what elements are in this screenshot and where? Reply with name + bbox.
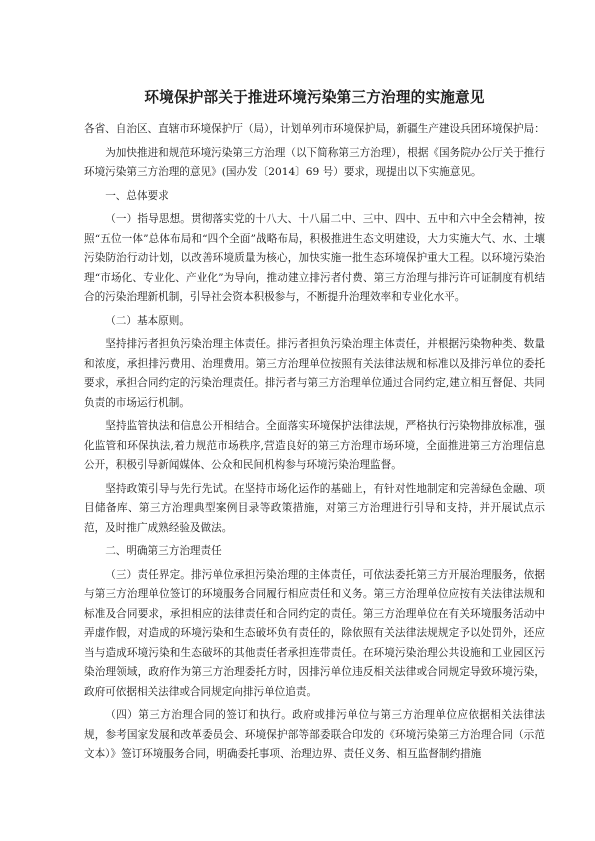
paragraph-polluter-responsibility: 坚持排污者担负污染治理主体责任。排污者担负污染治理主体责任，并根据污染物种类、数量和浓度，承担排污费用、治理费用。第三方治理单位按照有关法律法规和标准以及排污单位的委托要求，承担合同约定的污染治理责任。排污者与第三方治理单位通过合同约定,建立相互督促、共同负责的市场运行机制。 [84,338,545,409]
section-heading-general-requirements: 一、总体要求 [105,189,169,202]
paragraph-supervision-disclosure: 坚持监管执法和信息公开相结合。全面落实环境保护法律法规，严格执行污染物排放标准，强化监管和环保执法,着力规范市场秩序,营造良好的第三方治理市场环境，全面推进第三方治理信息公开，积极引导新闻媒体、公众和民间机构参与环境污染治理监督。 [84,420,545,471]
paragraph-responsibility-definition: （三）责任界定。排污单位承担污染治理的主体责任，可依法委托第三方开展治理服务，依据与第三方治理单位签订的环境服务合同履行相应责任和义务。第三方治理单位应按有关法律法规和标准及合同要求，承担相应的法律责任和合同约定的责任。第三方治理单位在有关环境服务活动中弄虚作假，对造成的环境污染和生态破坏负有责任的，除依照有关法律法规规定予以处罚外，还应当与造成环境污染和生态破坏的其他责任者承担连带责任。在环境污染治理公共设施和工业园区污染治理领域，政府作为第三方治理委托方时，因排污单位违反相关法律或合同规定导致环境污染，政府可依据相关法律或合同规定向排污单位追责。 [84,568,545,698]
paragraph-policy-guidance: 坚持政策引导与先行先试。在坚持市场化运作的基础上，有针对性地制定和完善绿色金融、项目储备库、第三方治理典型案例目录等政策措施，对第三方治理进行引导和支持，并开展试点示范，及时推广成熟经验及做法。 [84,482,545,534]
intro-paragraph: 为加快推进和规范环境污染第三方治理（以下简称第三方治理），根据《国务院办公厅关于推行环境污染第三方治理的意见》(国办发〔2014〕69 号）要求，现提出以下实施意见。 [84,146,545,178]
salutation: 各省、自治区、直辖市环境保护厅（局），计划单列市环境保护局，新疆生产建设兵团环境保护局： [84,123,545,135]
paragraph-guiding-ideology: （一）指导思想。贯彻落实党的十八大、十八届二中、三中、四中、五中和六中全会精神，按照“五位一体”总体布局和“四个全面”战略布局，积极推进生态文明建设，大力实施大气、水、土壤污染防治行动计划，以改善环境质量为核心，加快实施一批生态环境保护重大工程。以环境污染治理“市场化、专业化、产业化”为导向，推动建立排污者付费、第三方治理与排污许可证制度有机结合的污染治理新机制，引导社会资本积极参与，不断提升治理效率和专业化水平。 [84,213,545,303]
section-heading-third-party-responsibility: 二、明确第三方治理责任 [105,545,222,557]
subheading-basic-principles: （二）基本原则。 [105,314,190,327]
document-title: 环境保护部关于推进环境污染第三方治理的实施意见 [144,89,485,106]
paragraph-contract-signing: （四）第三方治理合同的签订和执行。政府或排污单位与第三方治理单位应依据相关法律法规，参考国家发展和改革委员会、环境保护部等部委联合印发的《环境污染第三方治理合同（示范文本）》签订环境服务合同，明确委托事项、治理边界、责任义务、相互监督制约措施 [84,709,545,760]
